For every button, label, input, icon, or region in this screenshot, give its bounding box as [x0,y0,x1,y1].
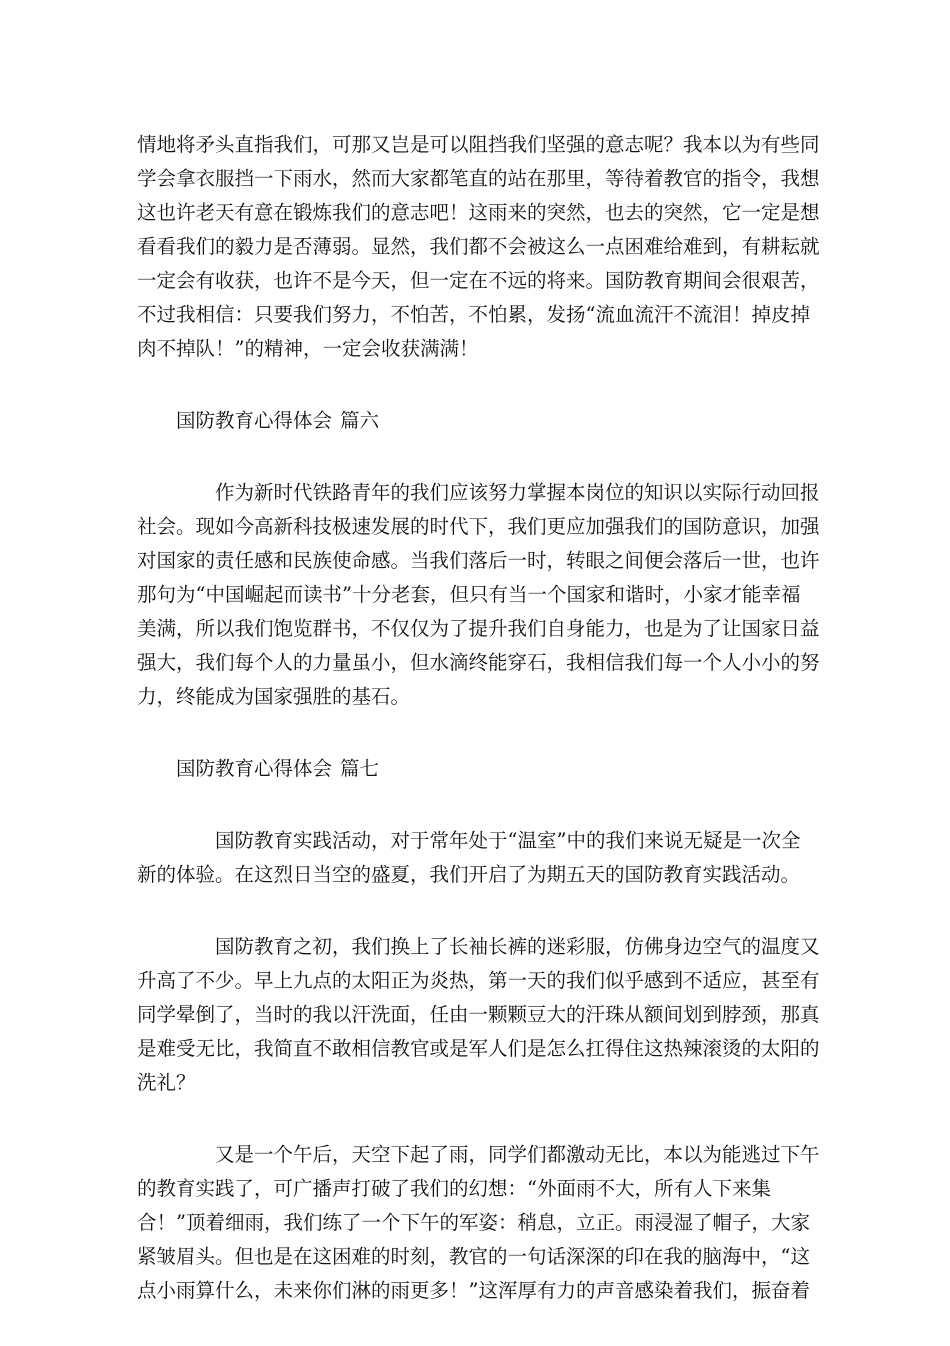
text-line: 国防教育实践活动，对于常年处于“温室”中的我们来说无疑是一次全 [215,829,801,852]
text-line: 情地将矛头直指我们，可那又岂是可以阻挡我们坚强的意志呢？我本以为有些同 [137,133,820,156]
text-line: 对国家的责任感和民族使命感。当我们落后一时，转眼之间便会落后一世，也许 [137,549,820,572]
text-line: 肉不掉队！”的精神，一定会收获满满！ [137,337,479,360]
text-line: 同学晕倒了，当时的我以汗洗面，任由一颗颗豆大的汗珠从额间划到脖颈，那真 [137,1003,820,1026]
text-line: 学会拿衣服挡一下雨水，然而大家都笔直的站在那里，等待着教官的指令，我想 [137,167,820,190]
text-line: 合！”顶着细雨，我们练了一个下午的军姿：稍息，立正。雨浸湿了帽子，大家 [137,1211,810,1234]
text-line: 升高了不少。早上九点的太阳正为炎热，第一天的我们似乎感到不适应，甚至有 [137,969,820,992]
text-line: 紧皱眉头。但也是在这困难的时刻，教官的一句话深深的印在我的脑海中，“这 [137,1245,810,1268]
paragraph-continued [137,128,820,366]
section-heading-six [137,404,813,438]
section-heading-seven [137,752,813,786]
paragraph-section-seven-3 [137,1138,820,1308]
heading-number: 篇七 [340,757,380,780]
text-line: 国防教育之初，我们换上了长袖长裤的迷彩服，仿佛身边空气的温度又 [215,935,820,958]
document-body [137,128,820,1346]
text-line: 洗礼？ [137,1071,196,1094]
text-line: 是难受无比，我简直不敢相信教官或是军人们是怎么扛得住这热辣滚烫的太阳的 [137,1037,820,1060]
text-line: 又是一个午后，天空下起了雨，同学们都激动无比，本以为能逃过下午 [215,1143,820,1166]
text-line: 作为新时代铁路青年的我们应该努力掌握本岗位的知识以实际行动回报 [215,481,820,504]
text-line: 社会。现如今高新科技极速发展的时代下，我们更应加强我们的国防意识，加强 [137,515,820,538]
paragraph-section-six [137,476,820,714]
heading-number: 篇六 [340,409,380,432]
text-line: 那句为“中国崛起而读书”十分老套，但只有当一个国家和谐时，小家才能幸福 [137,583,801,606]
text-line: 点小雨算什么，未来你们淋的雨更多！”这浑厚有力的声音感染着我们，振奋着 [137,1279,810,1302]
paragraph-section-seven-2 [137,930,820,1100]
text-line: 新的体验。在这烈日当空的盛夏，我们开启了为期五天的国防教育实践活动。 [137,863,801,886]
paragraph-section-seven-1 [137,824,813,892]
text-line: 力，终能成为国家强胜的基石。 [137,685,411,708]
text-line: 的教育实践了，可广播声打破了我们的幻想：“外面雨不大，所有人下来集 [137,1177,771,1200]
heading-title: 国防教育心得体会 [176,757,333,780]
text-line: 强大，我们每个人的力量虽小，但水滴终能穿石，我相信我们每一个人小小的努 [137,651,820,674]
text-line: 一定会有收获，也许不是今天，但一定在不远的将来。国防教育期间会很艰苦， [137,269,820,292]
text-line: 美满，所以我们饱览群书，不仅仅为了提升我们自身能力，也是为了让国家日益 [137,617,820,640]
text-line: 看看我们的毅力是否薄弱。显然，我们都不会被这么一点困难给难到，有耕耘就 [137,235,820,258]
heading-title: 国防教育心得体会 [176,409,333,432]
text-line: 不过我相信：只要我们努力，不怕苦，不怕累，发扬“流血流汗不流泪！掉皮掉 [137,303,810,326]
text-line: 这也许老天有意在锻炼我们的意志吧！这雨来的突然，也去的突然，它一定是想 [137,201,820,224]
